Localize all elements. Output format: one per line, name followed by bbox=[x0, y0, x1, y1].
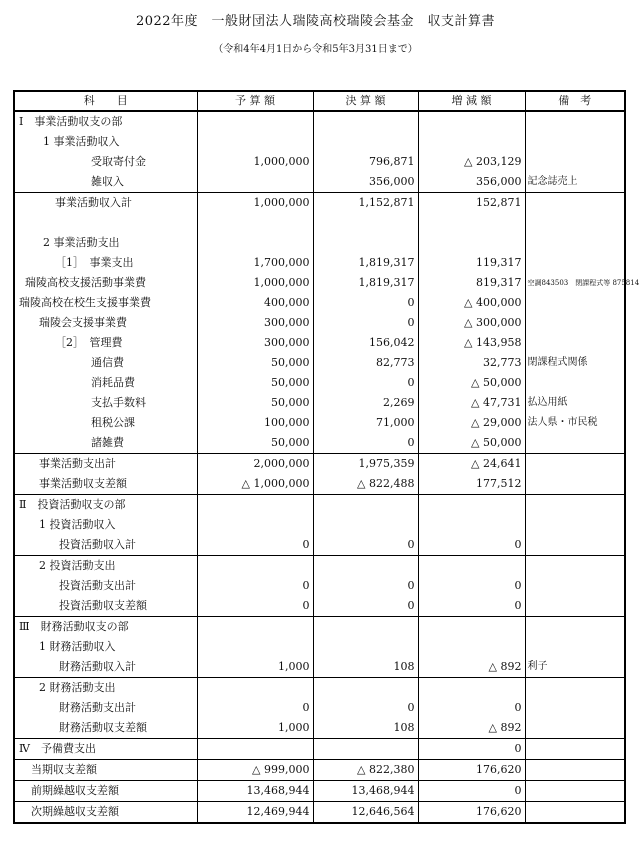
row-note bbox=[525, 637, 625, 657]
row-budget bbox=[197, 637, 313, 657]
row-note bbox=[525, 213, 625, 233]
row-actual: 12,646,564 bbox=[313, 802, 418, 824]
row-note bbox=[525, 132, 625, 152]
row-budget bbox=[197, 111, 313, 132]
table-row bbox=[14, 781, 625, 802]
row-actual bbox=[313, 132, 418, 152]
table-row bbox=[14, 433, 625, 454]
row-note bbox=[525, 111, 625, 132]
row-diff: 0 bbox=[418, 698, 525, 718]
table-row bbox=[14, 313, 625, 333]
row-budget: 13,468,944 bbox=[197, 781, 313, 802]
row-subject: 租税公課 bbox=[14, 413, 197, 433]
row-diff: △ 300,000 bbox=[418, 313, 525, 333]
row-subject: 事業活動収入計 bbox=[14, 193, 197, 214]
row-budget: 1,000,000 bbox=[197, 193, 313, 214]
table-row bbox=[14, 454, 625, 475]
row-budget: 300,000 bbox=[197, 333, 313, 353]
table-row bbox=[14, 556, 625, 577]
row-subject: 2 投資活動支出 bbox=[14, 556, 197, 577]
row-subject: Ⅱ 投資活動収支の部 bbox=[14, 495, 197, 516]
row-subject: Ⅳ 予備費支出 bbox=[14, 739, 197, 760]
row-subject: ［1］ 事業支出 bbox=[14, 253, 197, 273]
table-body bbox=[14, 111, 639, 823]
row-subject: 瑞陵会支援事業費 bbox=[14, 313, 197, 333]
row-diff: △ 29,000 bbox=[418, 413, 525, 433]
row-subject: 財務活動収支差額 bbox=[14, 718, 197, 739]
row-actual bbox=[313, 678, 418, 699]
table-row bbox=[14, 111, 625, 132]
financial-statement-table bbox=[13, 90, 639, 824]
row-diff: △ 203,129 bbox=[418, 152, 525, 172]
row-diff: △ 47,731 bbox=[418, 393, 525, 413]
row-subject: 諸雑費 bbox=[14, 433, 197, 454]
row-actual: 0 bbox=[313, 535, 418, 556]
row-actual: 71,000 bbox=[313, 413, 418, 433]
row-diff bbox=[418, 678, 525, 699]
row-note bbox=[525, 233, 625, 253]
table-row bbox=[14, 515, 625, 535]
header-note: 備 考 bbox=[525, 91, 625, 111]
row-diff: △ 50,000 bbox=[418, 373, 525, 393]
header-subject: 科 目 bbox=[14, 91, 197, 111]
row-budget: 2,000,000 bbox=[197, 454, 313, 475]
row-diff: 356,000 bbox=[418, 172, 525, 193]
row-actual: 13,468,944 bbox=[313, 781, 418, 802]
row-actual bbox=[313, 637, 418, 657]
row-actual bbox=[313, 213, 418, 233]
table-row bbox=[14, 253, 625, 273]
document-period: （令和4年4月1日から令和5年3月31日まで） bbox=[213, 44, 418, 55]
row-diff bbox=[418, 233, 525, 253]
row-note bbox=[525, 293, 625, 313]
row-actual: 2,269 bbox=[313, 393, 418, 413]
row-budget: 50,000 bbox=[197, 433, 313, 454]
row-subject: Ⅰ 事業活動収支の部 bbox=[14, 111, 197, 132]
row-actual bbox=[313, 739, 418, 760]
table-row bbox=[14, 678, 625, 699]
row-note bbox=[525, 698, 625, 718]
header-budget: 予 算 額 bbox=[197, 91, 313, 111]
row-budget: 100,000 bbox=[197, 413, 313, 433]
row-subject: Ⅲ 財務活動収支の部 bbox=[14, 617, 197, 638]
row-subject: 財務活動支出計 bbox=[14, 698, 197, 718]
row-note: 空調843503 閉課程式等 875814 bbox=[525, 273, 625, 293]
row-actual: 156,042 bbox=[313, 333, 418, 353]
row-diff: △ 24,641 bbox=[418, 454, 525, 475]
row-diff bbox=[418, 495, 525, 516]
row-budget: 50,000 bbox=[197, 393, 313, 413]
table-row bbox=[14, 802, 625, 824]
row-actual: 0 bbox=[313, 596, 418, 617]
row-budget bbox=[197, 617, 313, 638]
row-note bbox=[525, 617, 625, 638]
row-actual bbox=[313, 515, 418, 535]
row-note bbox=[525, 739, 625, 760]
row-budget: 12,469,944 bbox=[197, 802, 313, 824]
row-actual bbox=[313, 556, 418, 577]
table-row bbox=[14, 193, 625, 214]
row-subject: 財務活動収入計 bbox=[14, 657, 197, 678]
row-actual bbox=[313, 111, 418, 132]
row-diff bbox=[418, 556, 525, 577]
row-subject: 雑収入 bbox=[14, 172, 197, 193]
row-note bbox=[525, 718, 625, 739]
row-note bbox=[525, 576, 625, 596]
row-diff: △ 400,000 bbox=[418, 293, 525, 313]
row-note bbox=[525, 678, 625, 699]
row-diff: 119,317 bbox=[418, 253, 525, 273]
row-note bbox=[525, 373, 625, 393]
row-subject: 1 事業活動収入 bbox=[14, 132, 197, 152]
row-note: 記念誌売上 bbox=[525, 172, 625, 193]
table-row bbox=[14, 233, 625, 253]
row-subject: 受取寄付金 bbox=[14, 152, 197, 172]
row-actual bbox=[313, 495, 418, 516]
table-row bbox=[14, 152, 625, 172]
row-actual: 1,152,871 bbox=[313, 193, 418, 214]
row-diff: △ 892 bbox=[418, 718, 525, 739]
row-budget: 0 bbox=[197, 535, 313, 556]
table-row bbox=[14, 760, 625, 781]
row-actual: 108 bbox=[313, 718, 418, 739]
row-actual: 1,819,317 bbox=[313, 253, 418, 273]
row-actual: 0 bbox=[313, 293, 418, 313]
row-subject: 支払手数料 bbox=[14, 393, 197, 413]
row-subject: 通信費 bbox=[14, 353, 197, 373]
row-actual bbox=[313, 617, 418, 638]
table-row bbox=[14, 495, 625, 516]
table-row bbox=[14, 172, 625, 193]
row-budget bbox=[197, 495, 313, 516]
row-budget: 1,000 bbox=[197, 718, 313, 739]
row-subject: 当期収支差額 bbox=[14, 760, 197, 781]
table-row bbox=[14, 373, 625, 393]
header-diff: 増 減 額 bbox=[418, 91, 525, 111]
row-budget: 50,000 bbox=[197, 353, 313, 373]
row-diff: △ 892 bbox=[418, 657, 525, 678]
row-budget: 1,700,000 bbox=[197, 253, 313, 273]
row-note: 利子 bbox=[525, 657, 625, 678]
table-row bbox=[14, 576, 625, 596]
table-row bbox=[14, 333, 625, 353]
row-actual bbox=[313, 233, 418, 253]
row-diff: 177,512 bbox=[418, 474, 525, 495]
row-diff: 0 bbox=[418, 535, 525, 556]
row-budget bbox=[197, 678, 313, 699]
table-row bbox=[14, 596, 625, 617]
row-note bbox=[525, 760, 625, 781]
row-budget bbox=[197, 213, 313, 233]
row-note: 閉課程式関係 bbox=[525, 353, 625, 373]
row-subject: 事業活動支出計 bbox=[14, 454, 197, 475]
row-subject: 1 投資活動収入 bbox=[14, 515, 197, 535]
row-budget: △ 999,000 bbox=[197, 760, 313, 781]
row-budget: △ 1,000,000 bbox=[197, 474, 313, 495]
row-subject: 投資活動支出計 bbox=[14, 576, 197, 596]
row-diff: 176,620 bbox=[418, 802, 525, 824]
row-subject: 消耗品費 bbox=[14, 373, 197, 393]
table-row bbox=[14, 273, 625, 293]
row-subject: 2 財務活動支出 bbox=[14, 678, 197, 699]
table-row bbox=[14, 657, 625, 678]
row-subject: 事業活動収支差額 bbox=[14, 474, 197, 495]
document-title: 2022年度 一般財団法人瑞陵高校瑞陵会基金 収支計算書 bbox=[135, 14, 496, 29]
row-diff: △ 143,958 bbox=[418, 333, 525, 353]
row-diff bbox=[418, 617, 525, 638]
table-row bbox=[14, 617, 625, 638]
row-actual: 0 bbox=[313, 576, 418, 596]
table-row bbox=[14, 739, 625, 760]
row-diff: 0 bbox=[418, 739, 525, 760]
row-note bbox=[525, 596, 625, 617]
table-row bbox=[14, 474, 625, 495]
row-diff bbox=[418, 132, 525, 152]
row-budget: 1,000,000 bbox=[197, 152, 313, 172]
row-note bbox=[525, 333, 625, 353]
row-actual: △ 822,488 bbox=[313, 474, 418, 495]
row-note bbox=[525, 454, 625, 475]
row-note bbox=[525, 474, 625, 495]
row-diff bbox=[418, 111, 525, 132]
row-diff: 152,871 bbox=[418, 193, 525, 214]
row-note bbox=[525, 515, 625, 535]
row-note bbox=[525, 535, 625, 556]
row-note bbox=[525, 253, 625, 273]
row-actual: 1,819,317 bbox=[313, 273, 418, 293]
table-row bbox=[14, 535, 625, 556]
table-row bbox=[14, 213, 625, 233]
row-diff bbox=[418, 515, 525, 535]
row-budget: 1,000,000 bbox=[197, 273, 313, 293]
row-budget bbox=[197, 233, 313, 253]
row-diff: 176,620 bbox=[418, 760, 525, 781]
row-actual: 0 bbox=[313, 373, 418, 393]
row-diff: 819,317 bbox=[418, 273, 525, 293]
row-actual: 108 bbox=[313, 657, 418, 678]
row-budget: 0 bbox=[197, 576, 313, 596]
table-row bbox=[14, 293, 625, 313]
row-diff bbox=[418, 213, 525, 233]
row-note: 払込用紙 bbox=[525, 393, 625, 413]
row-note bbox=[525, 193, 625, 214]
row-actual: 0 bbox=[313, 313, 418, 333]
row-actual: 356,000 bbox=[313, 172, 418, 193]
row-subject: 次期繰越収支差額 bbox=[14, 802, 197, 824]
row-budget: 0 bbox=[197, 596, 313, 617]
row-note bbox=[525, 313, 625, 333]
row-actual: 796,871 bbox=[313, 152, 418, 172]
row-note: 法人県・市民税 bbox=[525, 413, 625, 433]
row-diff: 0 bbox=[418, 596, 525, 617]
row-budget bbox=[197, 739, 313, 760]
row-note bbox=[525, 152, 625, 172]
table-row bbox=[14, 698, 625, 718]
row-subject: 1 財務活動収入 bbox=[14, 637, 197, 657]
row-budget: 0 bbox=[197, 698, 313, 718]
row-actual: 0 bbox=[313, 433, 418, 454]
row-actual: 0 bbox=[313, 698, 418, 718]
row-subject: 瑞陵高校在校生支援事業費 bbox=[14, 293, 197, 313]
row-diff: △ 50,000 bbox=[418, 433, 525, 454]
row-budget bbox=[197, 172, 313, 193]
row-subject: 投資活動収支差額 bbox=[14, 596, 197, 617]
row-note bbox=[525, 781, 625, 802]
row-subject: 投資活動収入計 bbox=[14, 535, 197, 556]
header-actual: 決 算 額 bbox=[313, 91, 418, 111]
row-diff bbox=[418, 637, 525, 657]
row-diff: 0 bbox=[418, 576, 525, 596]
row-actual: △ 822,380 bbox=[313, 760, 418, 781]
row-budget: 50,000 bbox=[197, 373, 313, 393]
table-row bbox=[14, 413, 625, 433]
row-budget: 400,000 bbox=[197, 293, 313, 313]
table-row bbox=[14, 132, 625, 152]
row-subject: 前期繰越収支差額 bbox=[14, 781, 197, 802]
table-row bbox=[14, 637, 625, 657]
row-note bbox=[525, 433, 625, 454]
row-diff: 0 bbox=[418, 781, 525, 802]
row-actual: 82,773 bbox=[313, 353, 418, 373]
table-row bbox=[14, 353, 625, 373]
row-subject: 瑞陵高校支援活動事業費 bbox=[14, 273, 197, 293]
row-diff: 32,773 bbox=[418, 353, 525, 373]
row-budget bbox=[197, 515, 313, 535]
row-note bbox=[525, 802, 625, 824]
row-budget bbox=[197, 556, 313, 577]
row-subject bbox=[14, 213, 197, 233]
row-budget: 1,000 bbox=[197, 657, 313, 678]
table-row bbox=[14, 718, 625, 739]
row-actual: 1,975,359 bbox=[313, 454, 418, 475]
row-subject: 2 事業活動支出 bbox=[14, 233, 197, 253]
row-note bbox=[525, 556, 625, 577]
table-header-row bbox=[14, 91, 625, 111]
table-row bbox=[14, 393, 625, 413]
row-budget: 300,000 bbox=[197, 313, 313, 333]
row-budget bbox=[197, 132, 313, 152]
row-subject: ［2］ 管理費 bbox=[14, 333, 197, 353]
row-note bbox=[525, 495, 625, 516]
